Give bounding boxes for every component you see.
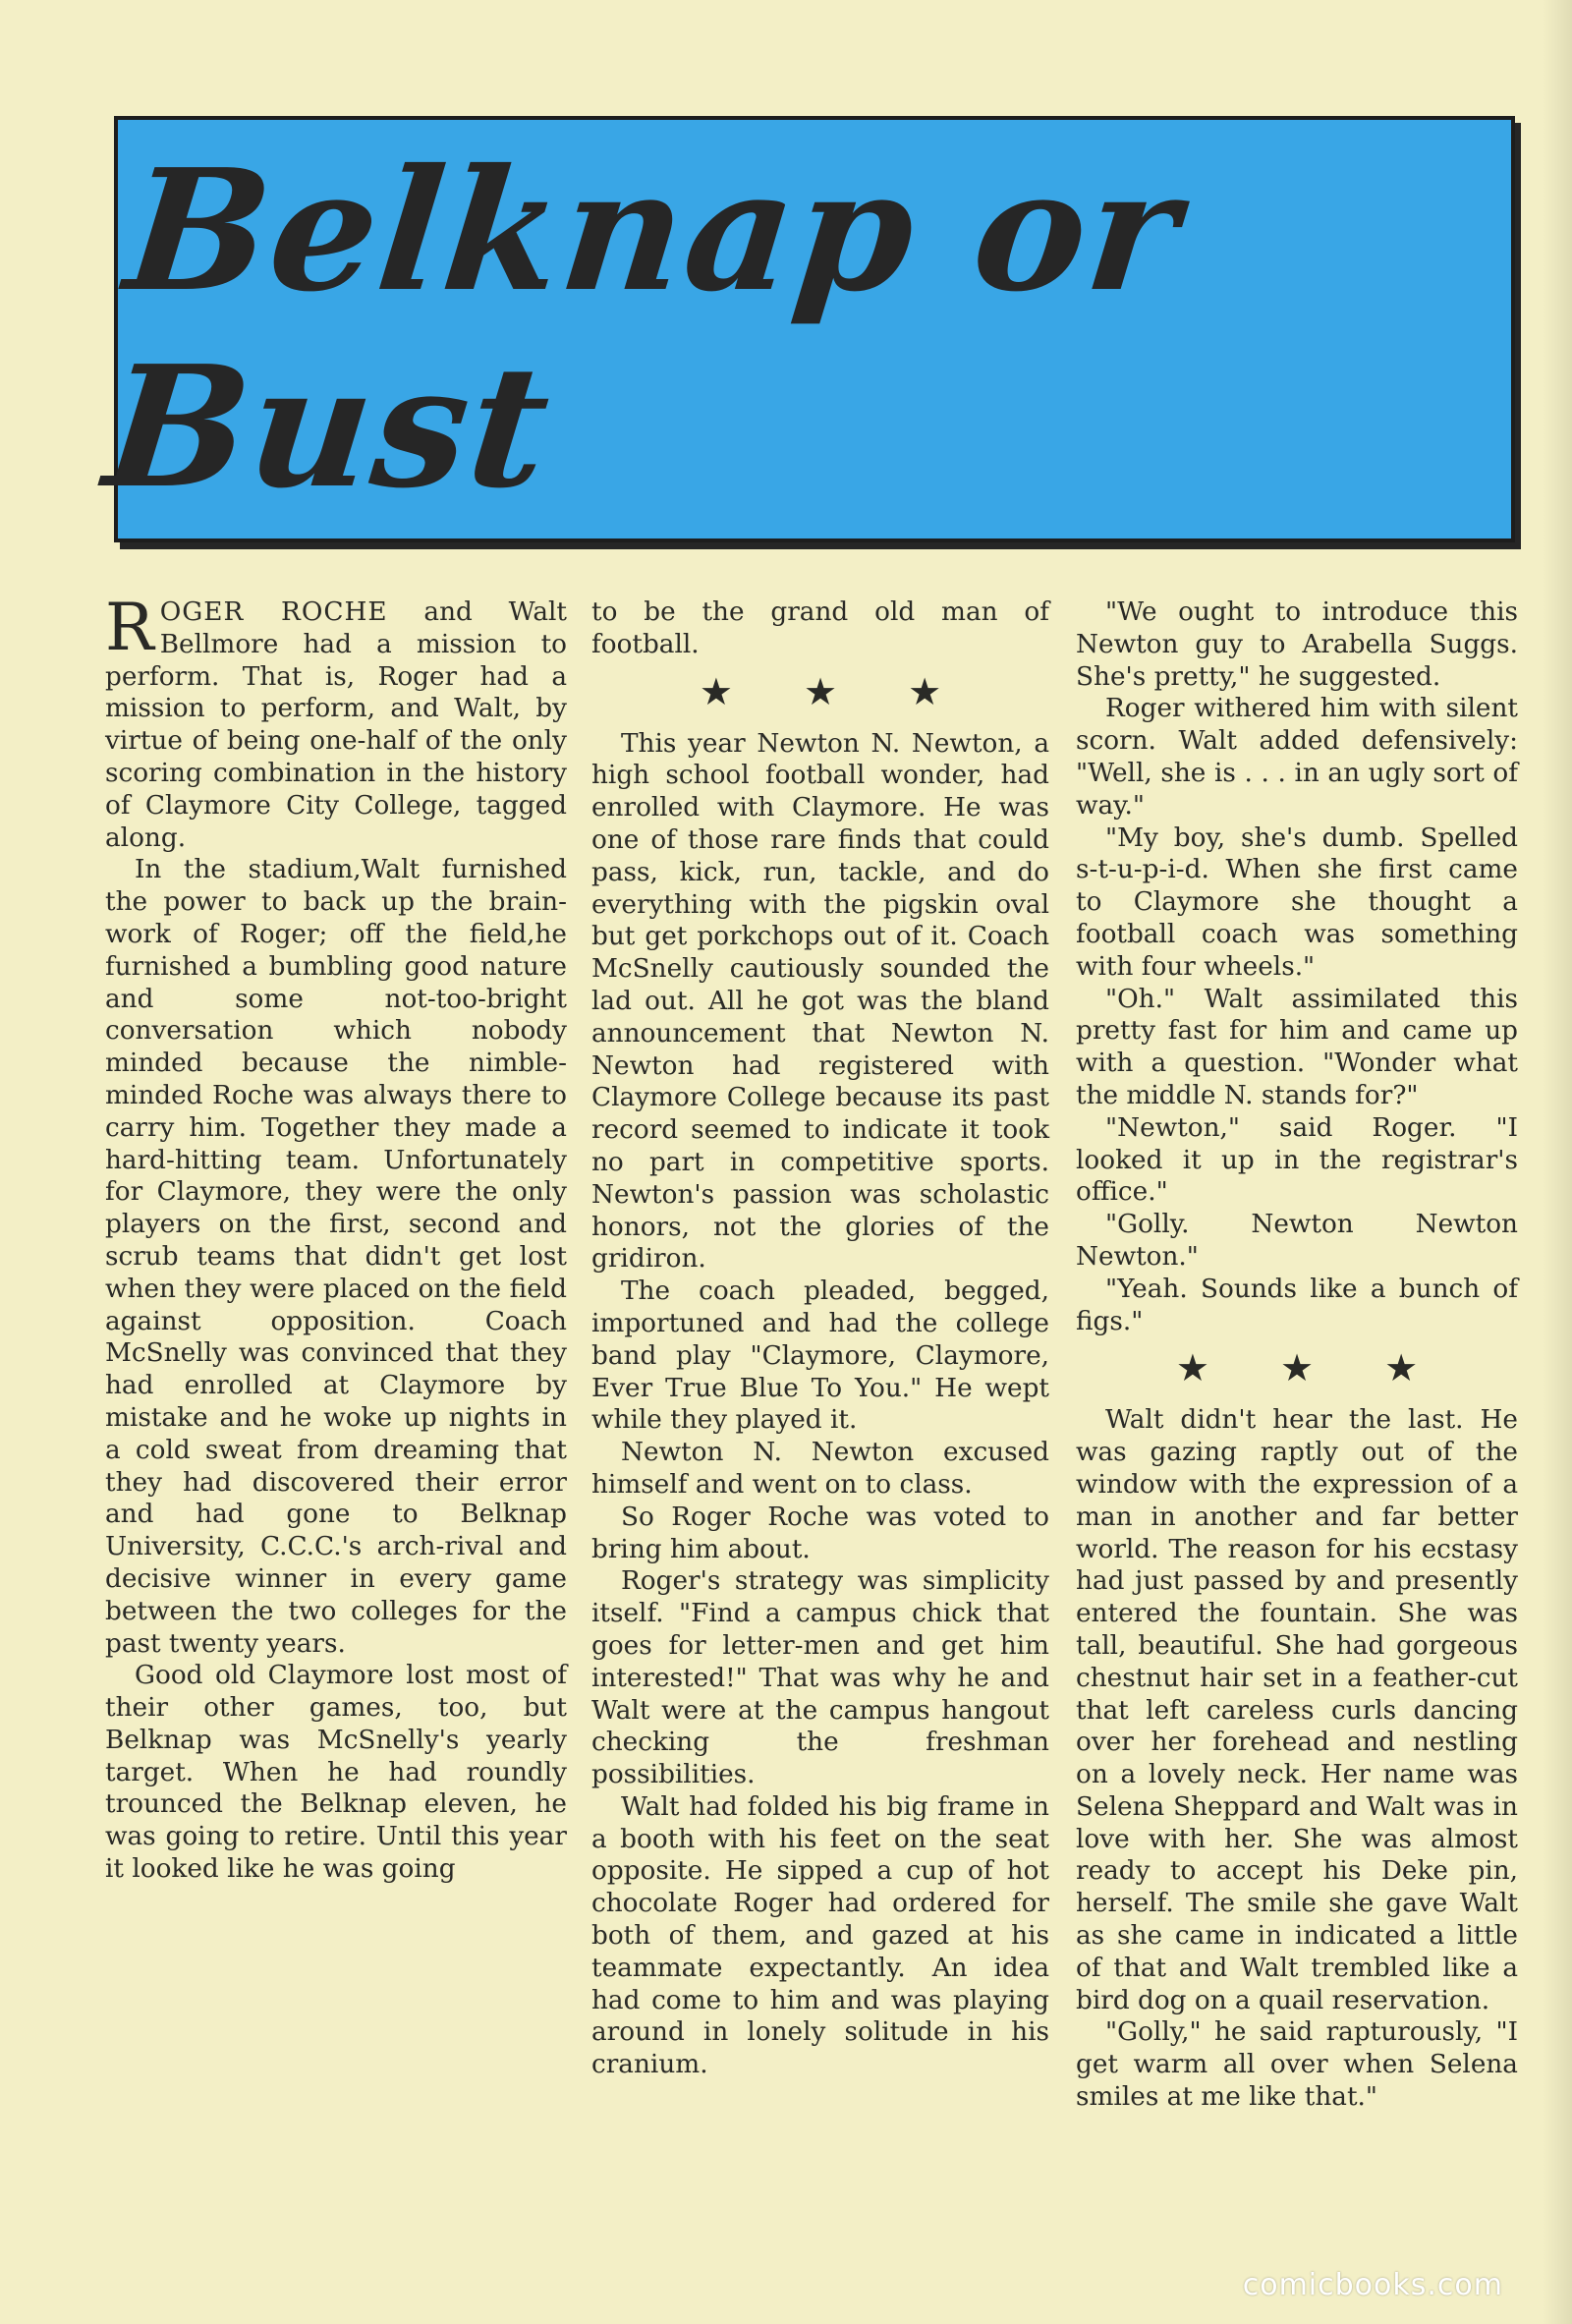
source-watermark: comicbooks.com: [1242, 2268, 1503, 2302]
paragraph: "Yeah. Sounds like a bunch of figs.": [1076, 1274, 1518, 1336]
paragraph: Walt had folded his big frame in a booth with his feet on the seat opposite. He sipped a cup of hot chocolate Roger had ordered for both of them, and gazed at his teammate expectantly. An idea had come to him and was playing around in lonely solitude in his cranium.: [591, 1791, 1049, 2080]
text-column-3: [1076, 596, 1518, 2114]
paragraph: This year Newton N. Newton, a high school football wonder, had enrolled with Claymore. He was one of those rare finds that could pass, kick, run, tackle, and do everything with the pigskin oval but get porkchops out of it. Coach McSnelly cautiously sounded the lad out. All he got was the bland announcement that Newton N. Newton had registered with Claymore College because its past record seemed to indicate it took no part in competitive sports. Newton's passion was scholastic honors, not the glories of the gridiron.: [591, 728, 1049, 1275]
paragraph-text: and Walt Bellmore had a mission to perform. That is, Roger had a mission to perform, and Walt, by virtue of being one-half of the only scoring combination in the history of Claymore City College, tagged along.: [105, 597, 567, 853]
drop-cap: R: [105, 590, 154, 665]
paragraph: In the stadium,Walt furnished the power to back up the brain-work of Roger; off the field,he furnished a bumbling good nature and some not-too-bright conversation which nobody minded because the nimble-minded Roche was always there to carry him. Together they made a hard-hitting team. Unfortunately for Claymore, they were the only players on the first, second and scrub teams that didn't get lost when they were placed on the field against opposition. Coach McSnelly was convinced that they had enrolled at Claymore by mistake and he woke up nights in a cold sweat from dreaming that they had discovered their error and had gone to Belknap University, C.C.C.'s arch-rival and decisive winner in every game between the two colleges for the past twenty years.: [105, 855, 567, 1659]
title-panel: [96, 116, 1515, 542]
paragraph: to be the grand old man of football.: [591, 597, 1049, 659]
section-break-stars: ★ ★ ★: [699, 669, 972, 713]
paragraph: "Golly," he said rapturously, "I get warm all over when Selena smiles at me like that.": [1076, 2017, 1518, 2113]
paragraph: "We ought to introduce this Newton guy to Arabella Suggs. She's pretty," he suggested.: [1076, 597, 1518, 692]
text-column-1: [105, 590, 567, 1886]
paragraph: The coach pleaded, begged, importuned and had the college band play "Claymore, Claymore, Ever True Blue To You." He wept while they played it.: [591, 1276, 1049, 1436]
paragraph: Roger withered him with silent scorn. Walt added defensively: "Well, she is . . . in an ugly sort of way.": [1076, 694, 1518, 821]
paragraph: Newton N. Newton excused himself and went on to class.: [591, 1438, 1049, 1500]
paragraph: So Roger Roche was voted to bring him about.: [591, 1502, 1049, 1564]
paragraph: Roger's strategy was simplicity itself. "Find a campus chick that goes for letter-men and get him interested!" That was why he and Walt were at the campus hangout checking the freshman possibilities.: [591, 1566, 1049, 1790]
paragraph: "Newton," said Roger. "I looked it up in the registrar's office.": [1076, 1112, 1518, 1208]
paragraph: [105, 590, 567, 854]
page-edge-shadow: [1543, 0, 1572, 2324]
paragraph: "Golly. Newton Newton Newton.": [1076, 1210, 1518, 1272]
opening-words: OGER ROCHE: [159, 597, 388, 627]
paragraph: "My boy, she's dumb. Spelled s-t-u-p-i-d. When she first came to Claymore she thought a football coach was something with four wheels.": [1076, 822, 1518, 982]
paragraph: Walt didn't hear the last. He was gazing raptly out of the window with the expression of a man in another and far better world. The reason for his ecstasy had just passed by and presently entered the fountain. She was tall, beautiful. She had gorgeous chestnut hair set in a feather-cut that left careless curls dancing over her forehead and nestling on a lovely neck. Her name was Selena Sheppard and Walt was in love with her. She was almost ready to accept his Deke pin, herself. The smile she gave Walt as she came in indicated a little of that and Walt trembled like a bird dog on a quail reservation.: [1076, 1405, 1518, 2015]
section-break-stars: ★ ★ ★: [1175, 1346, 1448, 1390]
paragraph: "Oh." Walt assimilated this pretty fast for him and came up with a question. "Wonder what the middle N. stands for?": [1076, 984, 1518, 1110]
paragraph: Good old Claymore lost most of their other games, too, but Belknap was McSnelly's yearly target. When he had roundly trounced the Belknap eleven, he was going to retire. Until this year it looked like he was going: [105, 1661, 567, 1885]
story-title: Belknap or Bust: [96, 133, 1190, 526]
text-column-2: [591, 596, 1049, 2081]
